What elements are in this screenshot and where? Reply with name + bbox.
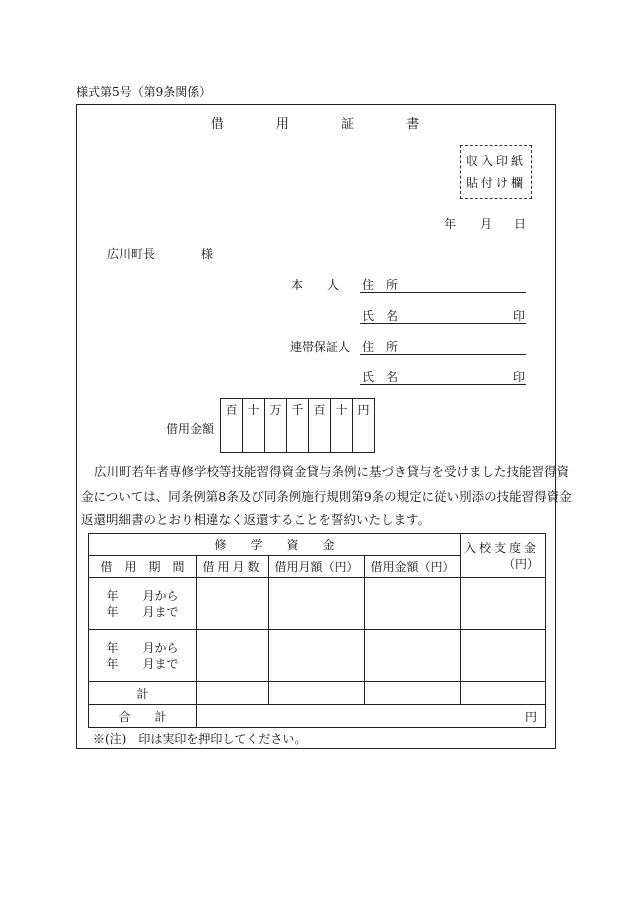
borrower-address-label[interactable]: 住 所: [362, 278, 399, 292]
amount-unit-cell[interactable]: 百: [309, 399, 331, 453]
entrance-fund-header: [461, 534, 546, 578]
period-to: 年 月まで: [106, 604, 179, 619]
subtotal-label: 計: [89, 682, 197, 705]
scholarship-group-header: 修 学 資 金: [89, 534, 461, 556]
guarantor-label: 連帯保証人: [290, 340, 351, 354]
loan-amount-grid[interactable]: [220, 398, 375, 453]
borrower-name-line: [360, 323, 526, 324]
total-amount-cell[interactable]: [365, 578, 461, 630]
date-day: 日: [514, 217, 527, 231]
period-from: 年 月から: [106, 588, 179, 603]
col-header-period: 借 用 期 間: [89, 556, 197, 578]
repayment-table: [88, 533, 546, 728]
stamp-label-line1: 収入印紙: [465, 154, 526, 168]
body-text-line2: 金については、同条例第8条及び同条例施行規則第9条の規定に従い別添の技能習得資金: [81, 489, 572, 504]
amount-unit-cell[interactable]: 十: [331, 399, 353, 453]
total-row: [89, 705, 546, 728]
guarantor-address-line: [360, 354, 526, 355]
date-year: 年: [444, 217, 457, 231]
stamp-label-line2: 貼付け欄: [465, 176, 526, 190]
table-row: [89, 630, 546, 682]
amount-unit-cell[interactable]: 百: [221, 399, 243, 453]
entrance-fund-cell[interactable]: [461, 630, 546, 682]
guarantor-name-line: [360, 384, 526, 385]
guarantor-name-label[interactable]: 氏 名: [362, 370, 399, 384]
addressee-name: 広川町長: [107, 247, 156, 261]
document-title: [0, 118, 630, 131]
title-char: 借: [210, 117, 224, 132]
borrower-seal: 印: [513, 309, 526, 323]
amount-unit-cell[interactable]: 十: [243, 399, 265, 453]
borrower-address-line: [360, 292, 526, 293]
subtotal-amount-cell[interactable]: [365, 682, 461, 705]
months-cell[interactable]: [197, 578, 269, 630]
guarantor-address-label[interactable]: 住 所: [362, 340, 399, 354]
title-char: 書: [406, 117, 420, 132]
entrance-fund-cell[interactable]: [461, 578, 546, 630]
total-unit: 円: [525, 709, 538, 724]
amount-unit-cell[interactable]: 万: [265, 399, 287, 453]
subtotal-monthly-cell[interactable]: [269, 682, 365, 705]
loan-amount-label: 借用金額: [166, 422, 215, 436]
total-label: 合 計: [89, 705, 197, 728]
borrower-name-label[interactable]: 氏 名: [362, 309, 399, 323]
title-char: 用: [275, 117, 289, 132]
col-header-monthly-amount: 借用月額（円）: [269, 556, 365, 578]
entrance-header-line2: （円）: [503, 556, 540, 571]
footnote: ※(注) 印は実印を押印してください。: [93, 732, 307, 746]
col-header-months: 借用月数: [197, 556, 269, 578]
monthly-amount-cell[interactable]: [269, 578, 365, 630]
date-month: 月: [480, 217, 493, 231]
grand-total-cell[interactable]: [197, 705, 546, 728]
months-cell[interactable]: [197, 630, 269, 682]
subtotal-row: [89, 682, 546, 705]
revenue-stamp-box: [460, 145, 532, 199]
body-text-line3: 返還明細書のとおり相違なく返還することを誓約いたします。: [81, 512, 431, 527]
borrower-label: 本 人: [291, 278, 340, 292]
subtotal-entrance-cell[interactable]: [461, 682, 546, 705]
addressee-honorific: 様: [201, 247, 214, 261]
col-header-total-amount: 借用金額（円）: [365, 556, 461, 578]
period-to: 年 月まで: [106, 656, 179, 671]
period-cell[interactable]: [89, 630, 197, 682]
subtotal-months-cell[interactable]: [197, 682, 269, 705]
table-row: [89, 578, 546, 630]
total-amount-cell[interactable]: [365, 630, 461, 682]
monthly-amount-cell[interactable]: [269, 630, 365, 682]
period-from: 年 月から: [106, 640, 179, 655]
title-char: 証: [341, 117, 355, 132]
amount-unit-cell[interactable]: 千: [287, 399, 309, 453]
body-text-line1: 広川町若年者専修学校等技能習得資金貸与条例に基づき貸与を受けました技能習得資: [94, 464, 570, 479]
guarantor-seal: 印: [513, 370, 526, 384]
form-number: 様式第5号（第9条関係）: [76, 85, 212, 99]
entrance-header-line1: 入校支度金: [464, 540, 540, 555]
period-cell[interactable]: [89, 578, 197, 630]
amount-unit-cell[interactable]: 円: [353, 399, 375, 453]
